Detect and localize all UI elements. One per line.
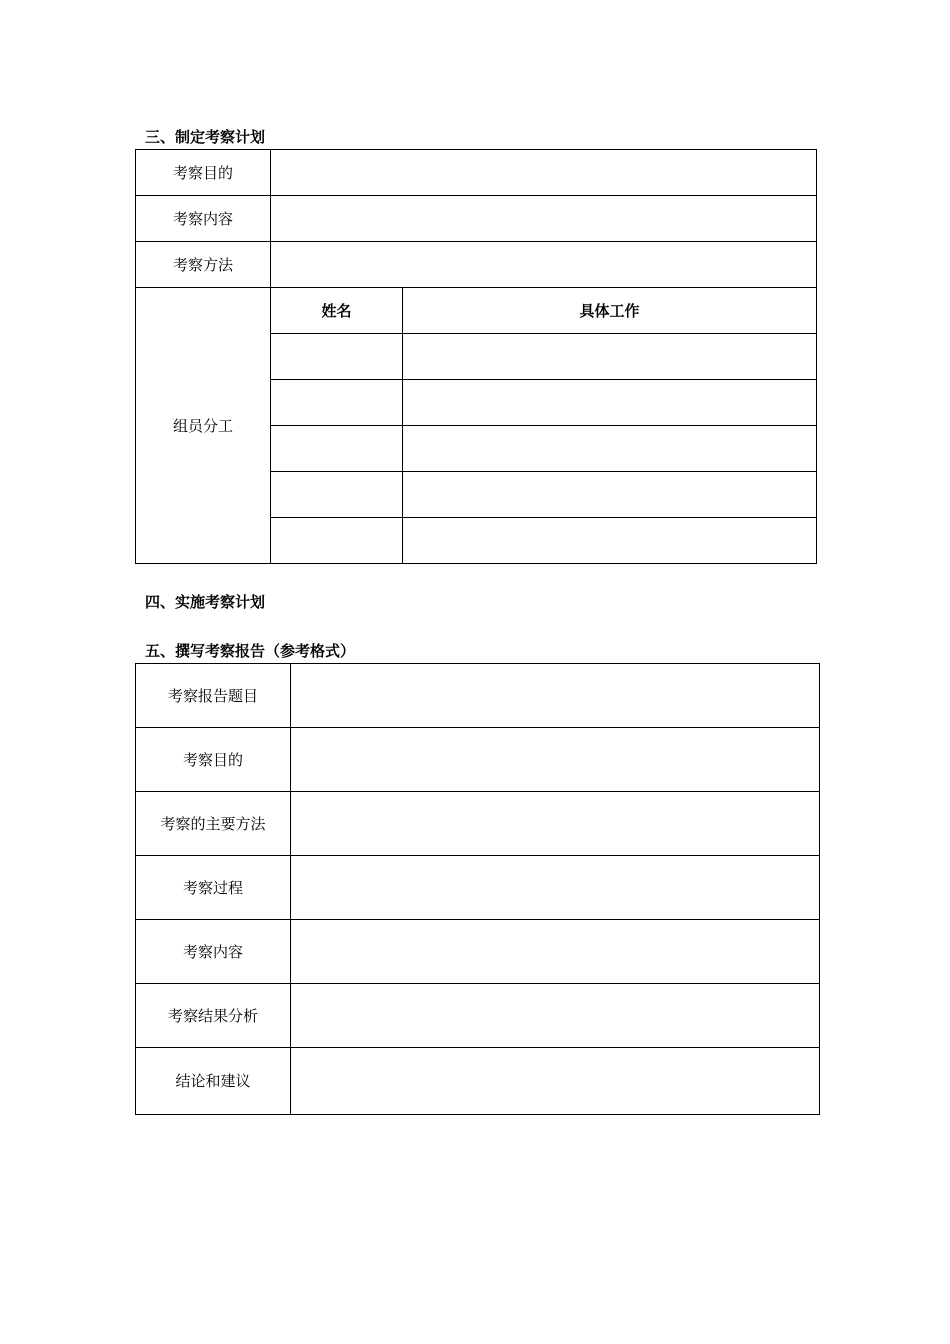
report-value-conclusion[interactable] [291, 1048, 820, 1115]
plan-label-content: 考察内容 [136, 196, 271, 242]
report-row-conclusion [136, 1048, 820, 1115]
plan-table [135, 149, 817, 564]
report-label-methods: 考察的主要方法 [136, 792, 291, 856]
plan-value-content[interactable] [271, 196, 817, 242]
report-label-purpose: 考察目的 [136, 728, 291, 792]
report-row-purpose [136, 728, 820, 792]
report-label-title: 考察报告题目 [136, 664, 291, 728]
report-value-methods[interactable] [291, 792, 820, 856]
member-name-cell[interactable] [271, 334, 403, 380]
report-row-process [136, 856, 820, 920]
report-row-methods [136, 792, 820, 856]
report-row-title [136, 664, 820, 728]
members-col-name: 姓名 [271, 288, 403, 334]
plan-label-method: 考察方法 [136, 242, 271, 288]
member-name-cell[interactable] [271, 380, 403, 426]
report-label-content: 考察内容 [136, 920, 291, 984]
member-name-cell[interactable] [271, 472, 403, 518]
report-table [135, 663, 820, 1115]
report-value-content[interactable] [291, 920, 820, 984]
section-4-title: 四、实施考察计划 [145, 593, 266, 611]
member-work-cell[interactable] [403, 518, 817, 564]
member-work-cell[interactable] [403, 380, 817, 426]
report-label-process: 考察过程 [136, 856, 291, 920]
report-value-purpose[interactable] [291, 728, 820, 792]
members-header-row [136, 288, 817, 334]
plan-label-purpose: 考察目的 [136, 150, 271, 196]
plan-row-purpose [136, 150, 817, 196]
member-work-cell[interactable] [403, 334, 817, 380]
report-row-content [136, 920, 820, 984]
section-3-title: 三、制定考察计划 [145, 128, 266, 146]
plan-row-method [136, 242, 817, 288]
report-label-conclusion: 结论和建议 [136, 1048, 291, 1115]
report-label-analysis: 考察结果分析 [136, 984, 291, 1048]
plan-value-purpose[interactable] [271, 150, 817, 196]
report-row-analysis [136, 984, 820, 1048]
member-name-cell[interactable] [271, 426, 403, 472]
plan-row-content [136, 196, 817, 242]
members-col-work: 具体工作 [403, 288, 817, 334]
member-work-cell[interactable] [403, 472, 817, 518]
section-5-title: 五、撰写考察报告（参考格式） [145, 642, 356, 660]
report-value-process[interactable] [291, 856, 820, 920]
report-value-title[interactable] [291, 664, 820, 728]
members-label: 组员分工 [136, 288, 271, 564]
member-work-cell[interactable] [403, 426, 817, 472]
report-value-analysis[interactable] [291, 984, 820, 1048]
plan-value-method[interactable] [271, 242, 817, 288]
member-name-cell[interactable] [271, 518, 403, 564]
